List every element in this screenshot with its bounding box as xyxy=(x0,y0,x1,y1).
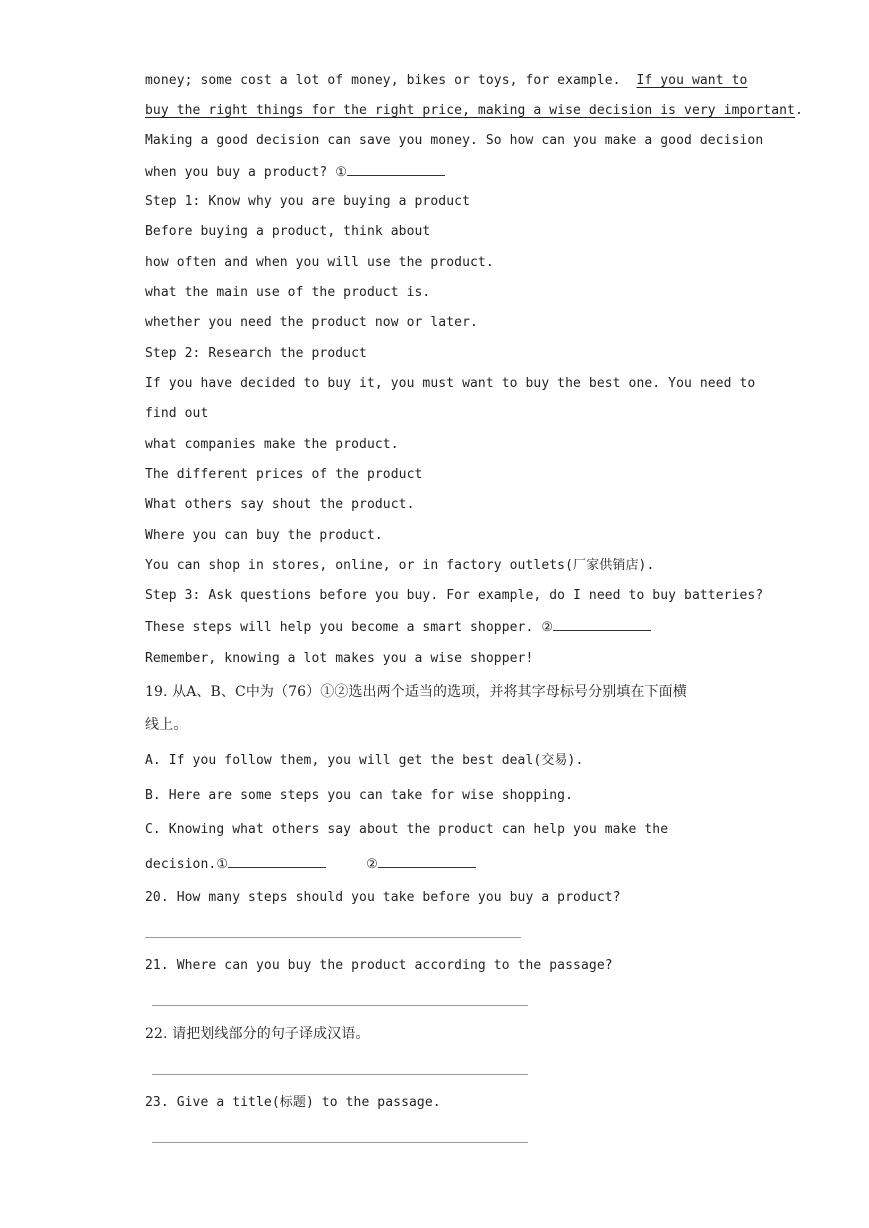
answer-blank-q19-2[interactable] xyxy=(378,855,476,868)
answer-line-23[interactable] xyxy=(152,1142,528,1143)
underlined-sentence-end: buy the right things for the right price, making a wise decision is very important xyxy=(145,103,795,118)
passage-line: Making a good decision can save you money. So how can you make a good decision xyxy=(145,133,764,148)
passage-line: money; some cost a lot of money, bikes or toys, for example. If you want to xyxy=(145,73,748,88)
passage-line: What others say shout the product. xyxy=(145,497,415,512)
answer-blank-q19-1[interactable] xyxy=(228,855,326,868)
passage-line: Where you can buy the product. xyxy=(145,528,383,543)
step-heading: Step 1: Know why you are buying a product xyxy=(145,194,470,209)
passage-line: when you buy a product? ① xyxy=(145,163,445,182)
option-a: A. If you follow them, you will get the best deal(交易). xyxy=(145,753,584,768)
question-20: 20. How many steps should you take before you buy a product? xyxy=(145,890,621,905)
answer-line-22[interactable] xyxy=(152,1074,528,1075)
step-heading: Step 3: Ask questions before you buy. For example, do I need to buy batteries? xyxy=(145,588,764,603)
answer-blank-2[interactable] xyxy=(553,618,651,631)
question-19-prompt: 线上。 xyxy=(145,717,188,733)
passage-line: These steps will help you become a smart shopper. ② xyxy=(145,618,651,637)
option-c: C. Knowing what others say about the product can help you make the xyxy=(145,822,669,837)
passage-line: find out xyxy=(145,406,209,421)
question-19-prompt: 19. 从A、B、C中为（76）①②选出两个适当的选项，并将其字母标号分别填在下面横 xyxy=(145,684,687,700)
passage-line: buy the right things for the right price, making a wise decision is very important. xyxy=(145,103,803,118)
passage-line: If you have decided to buy it, you must want to buy the best one. You need to xyxy=(145,376,756,391)
passage-line: You can shop in stores, online, or in factory outlets(厂家供销店). xyxy=(145,558,655,573)
passage-line: The different prices of the product xyxy=(145,467,423,482)
underlined-sentence-start: If you want to xyxy=(636,73,748,88)
passage-line: what companies make the product. xyxy=(145,437,399,452)
question-21: 21. Where can you buy the product according to the passage? xyxy=(145,958,613,973)
answer-line-20[interactable] xyxy=(145,937,521,938)
question-23: 23. Give a title(标题) to the passage. xyxy=(145,1095,441,1110)
passage-line: what the main use of the product is. xyxy=(145,285,431,300)
passage-line: whether you need the product now or later. xyxy=(145,315,478,330)
answer-line-21[interactable] xyxy=(152,1005,528,1006)
answer-blank-1[interactable] xyxy=(347,163,445,176)
passage-line: how often and when you will use the product. xyxy=(145,255,494,270)
step-heading: Step 2: Research the product xyxy=(145,346,367,361)
question-22: 22. 请把划线部分的句子译成汉语。 xyxy=(145,1026,370,1042)
option-c: decision.① ② xyxy=(145,855,476,874)
passage-line: Remember, knowing a lot makes you a wise shopper! xyxy=(145,651,534,666)
option-b: B. Here are some steps you can take for wise shopping. xyxy=(145,788,574,803)
passage-line: Before buying a product, think about xyxy=(145,224,431,239)
